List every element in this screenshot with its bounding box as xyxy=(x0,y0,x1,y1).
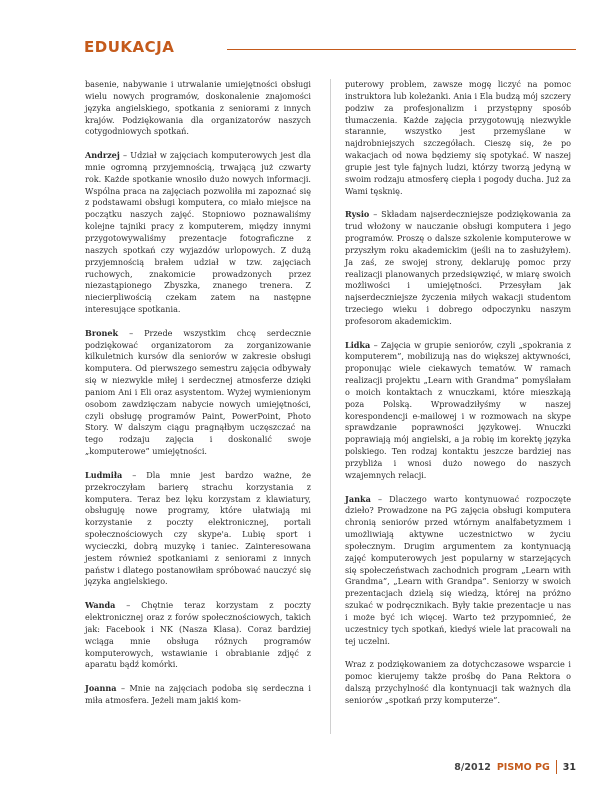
speaker-name: Rysio xyxy=(345,209,370,220)
testimonial-paragraph xyxy=(345,659,571,706)
page-number: 31 xyxy=(562,761,576,773)
testimonial-paragraph xyxy=(85,150,311,316)
testimonial-paragraph xyxy=(345,494,571,648)
speaker-name: Joanna xyxy=(85,683,117,694)
paragraph-text: – Zajęcia w grupie seniorów, czyli „spokrania z komputerem”, mobilizują nas do większej aktywności, proponując wiele ciekawych tematów. W ramach realizacji projektu „Learn with Grandma” pomyślałam o moich kontaktach z wnuczkami, które mieszkają poza Polską. Wprowadziłyśmy w naszej korespondencji e-mailowej i w rozmowach na skype sprawdzanie poprawności językowej. Wnuczki poprawiają mój angielski, a ja robię im korektę języka polskiego. Ten rodzaj kontaktu jeszcze bardziej nas przybliża i wnosi dużo nowego do naszych wzajemnych relacji. xyxy=(345,339,571,480)
testimonial-paragraph xyxy=(85,79,311,138)
speaker-name: Bronek xyxy=(85,327,119,338)
section-title: EDUKACJA xyxy=(84,38,175,56)
testimonial-paragraph xyxy=(85,683,311,707)
issue-number: 8/2012 xyxy=(454,761,491,773)
page-header xyxy=(84,38,576,60)
testimonial-paragraph xyxy=(85,470,311,588)
right-column xyxy=(345,79,571,719)
testimonial-paragraph xyxy=(85,600,311,671)
column-divider xyxy=(330,79,331,734)
paragraph-text: – Dla mnie jest bardzo ważne, że przekroczyłam barierę strachu korzystania z komputera. Teraz bez lęku korzystam z klawiatury, obsługuję nowe programy, które ułatwiają mi korzystanie z poczty elektronicznej, portali społecznościowych czy skype'a. Lubię sport i wycieczki, dobrą muzykę i taniec. Zainteresowana jestem również spotkaniami z seniorami z innych państw i dlatego postanowiłam spróbować nauczyć się języka angielskiego. xyxy=(85,469,311,587)
left-column xyxy=(85,79,311,719)
paragraph-text: – Składam najserdeczniejsze podziękowania za trud włożony w nauczanie obsługi komputera i jego programów. Proszę o dalsze szkolenie komputerowe w przyszłym roku akademickim (jeśli na to zasłużyłem). Ja zaś, ze swojej strony, deklaruję pomoc przy realizacji planowanych przedsięwzięć, w miarę swoich możliwości i umiejętności. Przesyłam jak najserdeczniejsze życzenia miłych wakacji studentom trzeciego wieku i dobrego odpoczynku naszym profesorom akademickim. xyxy=(345,209,571,326)
magazine-name: PISMO PG xyxy=(496,761,550,773)
testimonial-paragraph xyxy=(345,209,571,327)
paragraph-text: – Dlaczego warto kontynuować rozpoczęte dzieło? Prowadzone na PG zajęcia obsługi komputera chronią seniorów przed wtórnym analfabetyzmem i umożliwiają aktywne uczestnictwo w życiu społecznym. Drugim argumentem za kontynuacją zajęć komputerowych jest popularny w starzejących się społeczeństwach zachodnich program „Learn with Grandma”, „Learn with Grandpa”. Seniorzy w swoich prezentacjach dzielą się wiedzą, której na próżno szukać w podręcznikach. Były takie prezentacje u nas i może być ich więcej. Warto też przypomnieć, że uczestnicy tych spotkań, kiedyś wiele lat pracowali na tej uczelni. xyxy=(345,493,571,646)
paragraph-text: – Chętnie teraz korzystam z poczty elektronicznej oraz z forów społecznościowych, takich jak: Facebook i NK (Nasza Klasa). Coraz bardziej wciąga mnie obsługa różnych programów komputerowych, wstawianie i obrabianie zdjęć z aparatu bądź komórki. xyxy=(85,600,311,670)
paragraph-text: puterowy problem, zawsze mogę liczyć na pomoc instruktora lub koleżanki. Ania i Ela budzą mój szczery podziw za profesjonalizm i przystępny sposób tłumaczenia. Każde zajęcia przygotowują niezwykle starannie, wszystko jest przemyślane w najdrobniejszych szczegółach. Cieszę się, że po wakacjach od nowa będziemy się spotykać. W naszej grupie jest tyle fajnych ludzi, którzy tworzą jedyną w swoim rodzaju atmosferę ciepła i pogody ducha. Już za Wami tęsknię. xyxy=(345,79,571,196)
speaker-name: Janka xyxy=(345,493,371,504)
testimonial-paragraph xyxy=(345,340,571,482)
speaker-name: Andrzej xyxy=(85,150,120,161)
paragraph-text: – Mnie na zajęciach podoba się serdeczna i miła atmosfera. Jeżeli mam jakiś kom- xyxy=(85,683,311,705)
footer-divider xyxy=(556,760,557,774)
speaker-name: Lidka xyxy=(345,339,371,350)
testimonial-paragraph xyxy=(345,79,571,197)
paragraph-text: – Przede wszystkim chcę serdecznie podziękować organizatorom za zorganizowanie kilkuletnich kursów dla seniorów w zakresie obsługi komputera. Od pierwszego semestru zajęcia odbywały się w niezwykle miłej i serdecznej atmosferze dzięki paniom Ani i Eli oraz asystentom. Wyżej wymienionym osobom zawdzięczam nabycie nowych umiejętności, czyli obsługę programów Paint, PowerPoint, Photo Story. W dalszym ciągu pragnąłbym uczęszczać na tego rodzaju zajęcia i doskonalić swoje „komputerowe” umiejętności. xyxy=(85,327,311,457)
speaker-name: Ludmiła xyxy=(85,469,123,480)
paragraph-text: basenie, nabywanie i utrwalanie umiejętności obsługi wielu nowych programów, doskonalenie znajomości języka angielskiego, spotkania z seniorami z innych krajów. Podziękowania dla organizatorów naszych cotygodniowych spotkań. xyxy=(85,79,311,137)
paragraph-text: – Udział w zajęciach komputerowych jest dla mnie ogromną przyjemnością, trwającą już czwarty rok. Każde spotkanie wnosiło dużo nowych informacji. Wspólna praca na zajęciach pozwoliła mi zapoznać się z podstawami obsługi komputera, co miało miejsce na początku naszych zajęć. Stopniowo poznawaliśmy kolejne tajniki pracy z komputerem, między innymi przygotowywaliśmy prezentacje fotograficzne z naszych spotkań czy wyjazdów urlopowych. Z dużą przyjemnością brałem udział w tzw. zajęciach ruchowych, znakomicie prowadzonych przez niezastąpionego Zbyszka, znanego trenera. Z niecierpliwością czekam zatem na następne interesujące spotkania. xyxy=(85,150,311,315)
speaker-name: Wanda xyxy=(85,600,116,611)
testimonial-paragraph xyxy=(85,328,311,458)
header-rule xyxy=(227,49,576,50)
paragraph-text: Wraz z podziękowaniem za dotychczasowe wsparcie i pomoc kierujemy także prośbę do Pana Rektora o dalszą przychylność dla kontynuacji tak ważnych dla seniorów „spotkań przy komputerze”. xyxy=(345,659,571,705)
page-footer xyxy=(454,760,576,774)
